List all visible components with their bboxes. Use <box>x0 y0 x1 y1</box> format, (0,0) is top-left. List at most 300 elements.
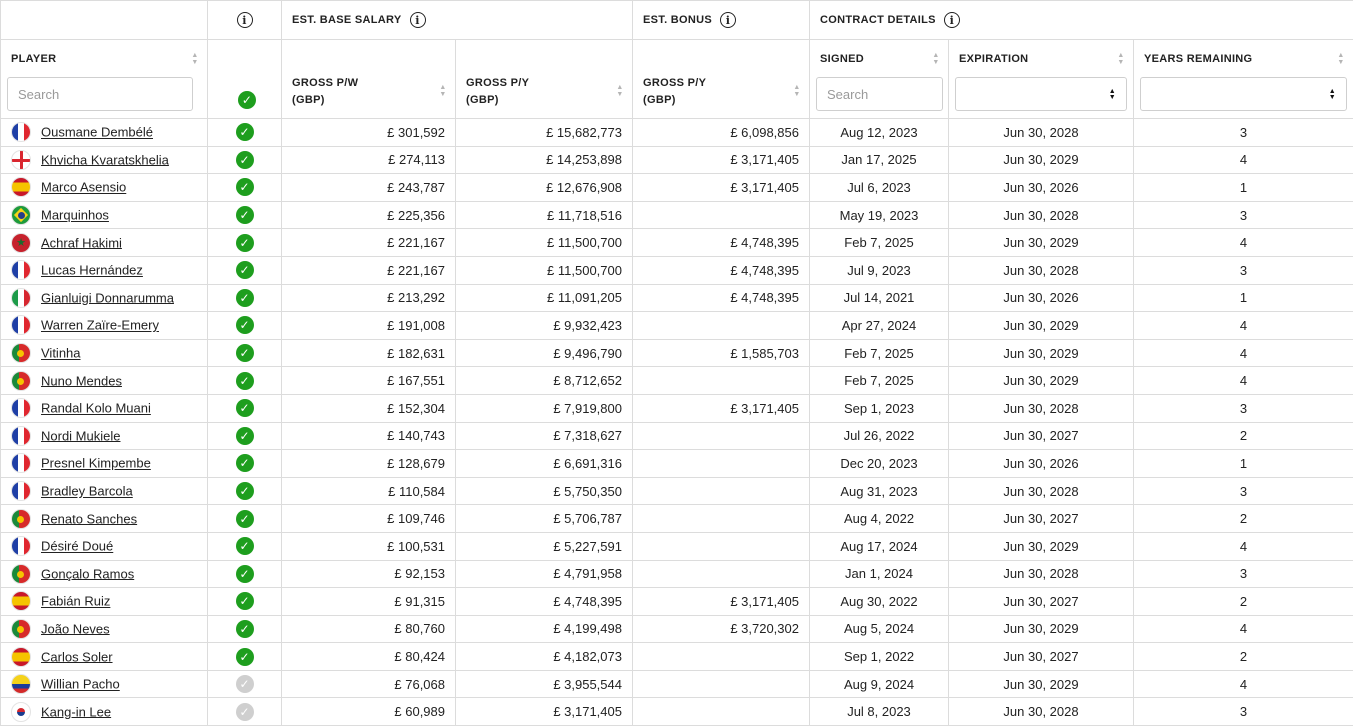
player-cell <box>1 201 208 229</box>
years-remaining-cell: 4 <box>1134 229 1353 257</box>
gross-pw-cell: £ 76,068 <box>282 670 456 698</box>
player-cell <box>1 670 208 698</box>
signed-cell: Aug 5, 2024 <box>810 615 949 643</box>
signed-cell: Jul 8, 2023 <box>810 698 949 726</box>
player-cell <box>1 367 208 395</box>
country-flag-icon <box>11 564 31 584</box>
player-cell <box>1 450 208 478</box>
gross-pw-cell: £ 80,424 <box>282 643 456 671</box>
country-flag-icon <box>11 509 31 529</box>
expiration-cell: Jun 30, 2029 <box>949 312 1134 340</box>
table-row <box>1 312 1353 340</box>
bonus-py-cell <box>633 312 810 340</box>
contract-info-icon[interactable]: i <box>944 12 960 28</box>
group-header-player <box>1 1 208 40</box>
player-cell <box>1 505 208 533</box>
bonus-py-cell <box>633 477 810 505</box>
col-player-label: PLAYER <box>11 51 56 68</box>
bonus-py-cell: £ 3,171,405 <box>633 146 810 174</box>
col-gross-py-label: GROSS P/Y (GBP) <box>466 75 529 109</box>
expiration-cell: Jun 30, 2026 <box>949 450 1134 478</box>
country-flag-icon <box>11 481 31 501</box>
player-cell <box>1 477 208 505</box>
bonus-py-cell: £ 3,171,405 <box>633 174 810 202</box>
player-cell <box>1 560 208 588</box>
table-row <box>1 505 1353 533</box>
status-cell <box>208 201 282 229</box>
country-flag-icon <box>11 674 31 694</box>
player-cell <box>1 284 208 312</box>
status-check-icon: ✓ <box>236 261 254 279</box>
gross-py-cell: £ 11,500,700 <box>456 256 633 284</box>
status-check-icon: ✓ <box>236 703 254 721</box>
status-check-icon: ✓ <box>236 316 254 334</box>
signed-cell: Jan 17, 2025 <box>810 146 949 174</box>
gross-pw-cell: £ 140,743 <box>282 422 456 450</box>
table-row <box>1 339 1353 367</box>
gross-pw-cell: £ 243,787 <box>282 174 456 202</box>
signed-cell: Aug 9, 2024 <box>810 670 949 698</box>
player-cell <box>1 119 208 147</box>
status-check-icon: ✓ <box>236 234 254 252</box>
gross-pw-cell: £ 221,167 <box>282 229 456 257</box>
expiration-cell: Jun 30, 2029 <box>949 229 1134 257</box>
country-flag-icon <box>11 315 31 335</box>
gross-py-cell: £ 14,253,898 <box>456 146 633 174</box>
expiration-cell: Jun 30, 2029 <box>949 367 1134 395</box>
years-remaining-cell: 2 <box>1134 422 1353 450</box>
player-name-link[interactable]: Fabián Ruiz <box>41 594 110 609</box>
gross-pw-cell: £ 128,679 <box>282 450 456 478</box>
bonus-py-cell <box>633 698 810 726</box>
gross-pw-cell: £ 221,167 <box>282 256 456 284</box>
table-body <box>1 119 1353 726</box>
status-check-icon: ✓ <box>236 151 254 169</box>
player-name-link[interactable]: Marco Asensio <box>41 180 126 195</box>
sort-icon[interactable]: ▲ ▼ <box>439 84 447 98</box>
gross-py-cell: £ 7,318,627 <box>456 422 633 450</box>
player-name-link[interactable]: João Neves <box>41 621 110 636</box>
expiration-cell: Jun 30, 2029 <box>949 339 1134 367</box>
expiration-cell: Jun 30, 2027 <box>949 505 1134 533</box>
bonus-py-cell <box>633 450 810 478</box>
column-header-row <box>1 40 1353 119</box>
contract-label: CONTRACT DETAILS <box>820 14 936 26</box>
table-row <box>1 450 1353 478</box>
sort-icon[interactable]: ▲ ▼ <box>1337 52 1345 66</box>
status-check-icon: ✓ <box>236 206 254 224</box>
gross-pw-cell: £ 182,631 <box>282 339 456 367</box>
player-cell <box>1 532 208 560</box>
gross-pw-cell: £ 152,304 <box>282 394 456 422</box>
signed-cell: Jul 9, 2023 <box>810 256 949 284</box>
signed-cell: May 19, 2023 <box>810 201 949 229</box>
gross-pw-cell: £ 92,153 <box>282 560 456 588</box>
country-flag-icon <box>11 591 31 611</box>
signed-search-input[interactable] <box>816 77 943 111</box>
status-cell <box>208 560 282 588</box>
player-cell <box>1 422 208 450</box>
expiration-cell: Jun 30, 2029 <box>949 146 1134 174</box>
bonus-info-icon[interactable]: i <box>720 12 736 28</box>
group-header-status <box>208 1 282 40</box>
signed-cell: Feb 7, 2025 <box>810 367 949 395</box>
country-flag-icon <box>11 288 31 308</box>
bonus-py-cell <box>633 643 810 671</box>
bonus-py-cell: £ 4,748,395 <box>633 256 810 284</box>
status-cell <box>208 146 282 174</box>
gross-pw-cell: £ 225,356 <box>282 201 456 229</box>
status-check-icon: ✓ <box>236 178 254 196</box>
status-cell <box>208 615 282 643</box>
years-remaining-cell: 1 <box>1134 450 1353 478</box>
bonus-py-cell <box>633 532 810 560</box>
years-remaining-select[interactable] <box>1140 77 1347 111</box>
status-cell <box>208 422 282 450</box>
base-salary-label: EST. BASE SALARY <box>292 14 402 26</box>
table-row <box>1 532 1353 560</box>
status-cell <box>208 174 282 202</box>
player-cell <box>1 256 208 284</box>
player-name-link[interactable]: Bradley Barcola <box>41 484 133 499</box>
player-cell <box>1 312 208 340</box>
gross-py-cell: £ 11,500,700 <box>456 229 633 257</box>
expiration-cell: Jun 30, 2029 <box>949 670 1134 698</box>
status-cell <box>208 505 282 533</box>
player-cell <box>1 615 208 643</box>
gross-pw-cell: £ 91,315 <box>282 588 456 616</box>
bonus-py-cell: £ 6,098,856 <box>633 119 810 147</box>
gross-py-cell: £ 12,676,908 <box>456 174 633 202</box>
group-header-row <box>1 1 1353 40</box>
gross-py-cell: £ 4,182,073 <box>456 643 633 671</box>
status-check-icon: ✓ <box>236 427 254 445</box>
table-row <box>1 477 1353 505</box>
status-check-icon: ✓ <box>236 565 254 583</box>
gross-pw-cell: £ 100,531 <box>282 532 456 560</box>
bonus-label: EST. BONUS <box>643 14 712 26</box>
status-check-icon: ✓ <box>236 537 254 555</box>
player-name-link[interactable]: Carlos Soler <box>41 649 113 664</box>
col-gross-py[interactable] <box>456 40 633 119</box>
country-flag-icon <box>11 398 31 418</box>
country-flag-icon <box>11 260 31 280</box>
signed-cell: Feb 7, 2025 <box>810 229 949 257</box>
player-cell <box>1 588 208 616</box>
country-flag-icon <box>11 371 31 391</box>
years-remaining-cell: 2 <box>1134 588 1353 616</box>
bonus-py-cell <box>633 560 810 588</box>
status-cell <box>208 477 282 505</box>
player-cell <box>1 174 208 202</box>
signed-cell: Aug 31, 2023 <box>810 477 949 505</box>
base-salary-info-icon[interactable]: i <box>410 12 426 28</box>
col-signed[interactable] <box>810 40 949 119</box>
col-player[interactable] <box>1 40 208 119</box>
table-row <box>1 146 1353 174</box>
bonus-py-cell: £ 3,720,302 <box>633 615 810 643</box>
signed-cell: Jul 14, 2021 <box>810 284 949 312</box>
table-row <box>1 284 1353 312</box>
country-flag-icon <box>11 150 31 170</box>
years-remaining-cell: 1 <box>1134 174 1353 202</box>
status-cell <box>208 256 282 284</box>
status-check-icon: ✓ <box>236 592 254 610</box>
gross-pw-cell: £ 213,292 <box>282 284 456 312</box>
table-row <box>1 422 1353 450</box>
status-check-icon: ✓ <box>236 675 254 693</box>
signed-cell: Feb 7, 2025 <box>810 339 949 367</box>
col-bonus-py-label: GROSS P/Y (GBP) <box>643 75 706 109</box>
group-header-bonus <box>633 1 810 40</box>
years-remaining-cell: 4 <box>1134 532 1353 560</box>
player-name-link[interactable]: Marquinhos <box>41 208 109 223</box>
signed-cell: Aug 4, 2022 <box>810 505 949 533</box>
expiration-cell: Jun 30, 2027 <box>949 588 1134 616</box>
years-remaining-cell: 3 <box>1134 477 1353 505</box>
gross-py-cell: £ 9,496,790 <box>456 339 633 367</box>
expiration-cell: Jun 30, 2028 <box>949 560 1134 588</box>
gross-pw-cell: £ 80,760 <box>282 615 456 643</box>
country-flag-icon <box>11 619 31 639</box>
col-bonus-py[interactable] <box>633 40 810 119</box>
table-row <box>1 615 1353 643</box>
status-check-icon: ✓ <box>236 620 254 638</box>
gross-py-cell: £ 11,091,205 <box>456 284 633 312</box>
table-row <box>1 256 1353 284</box>
signed-cell: Jul 26, 2022 <box>810 422 949 450</box>
status-cell <box>208 339 282 367</box>
gross-py-cell: £ 9,932,423 <box>456 312 633 340</box>
status-check-icon: ✓ <box>236 510 254 528</box>
bonus-py-cell <box>633 201 810 229</box>
player-search-input[interactable] <box>7 77 193 111</box>
expiration-cell: Jun 30, 2029 <box>949 532 1134 560</box>
country-flag-icon <box>11 233 31 253</box>
years-remaining-cell: 4 <box>1134 367 1353 395</box>
bonus-py-cell <box>633 422 810 450</box>
bonus-py-cell: £ 3,171,405 <box>633 394 810 422</box>
player-name-link[interactable]: Désiré Doué <box>41 539 113 554</box>
signed-cell: Sep 1, 2023 <box>810 394 949 422</box>
sort-icon[interactable]: ▲ ▼ <box>1117 52 1125 66</box>
status-cell <box>208 367 282 395</box>
table-row <box>1 560 1353 588</box>
country-flag-icon <box>11 177 31 197</box>
signed-cell: Aug 12, 2023 <box>810 119 949 147</box>
player-name-link[interactable]: Nuno Mendes <box>41 373 122 388</box>
select-arrows-icon: ▲ ▼ <box>1109 89 1116 101</box>
expiration-cell: Jun 30, 2027 <box>949 422 1134 450</box>
gross-pw-cell: £ 191,008 <box>282 312 456 340</box>
years-remaining-cell: 2 <box>1134 505 1353 533</box>
status-check-icon: ✓ <box>236 399 254 417</box>
status-cell <box>208 394 282 422</box>
gross-py-cell: £ 4,791,958 <box>456 560 633 588</box>
gross-pw-cell: £ 167,551 <box>282 367 456 395</box>
expiration-cell: Jun 30, 2027 <box>949 643 1134 671</box>
signed-cell: Jul 6, 2023 <box>810 174 949 202</box>
player-name-link[interactable]: Presnel Kimpembe <box>41 456 151 471</box>
years-remaining-cell: 3 <box>1134 256 1353 284</box>
player-cell <box>1 339 208 367</box>
group-header-contract <box>810 1 1353 40</box>
table-row <box>1 394 1353 422</box>
col-gross-pw[interactable] <box>282 40 456 119</box>
bonus-py-cell: £ 1,585,703 <box>633 339 810 367</box>
player-name-link[interactable]: Willian Pacho <box>41 677 120 692</box>
col-years-remaining[interactable] <box>1134 40 1353 119</box>
gross-pw-cell: £ 109,746 <box>282 505 456 533</box>
sort-icon[interactable]: ▲ ▼ <box>793 84 801 98</box>
player-name-link[interactable]: Randal Kolo Muani <box>41 401 151 416</box>
gross-py-cell: £ 3,955,544 <box>456 670 633 698</box>
gross-py-cell: £ 7,919,800 <box>456 394 633 422</box>
status-check-icon: ✓ <box>236 372 254 390</box>
player-name-link[interactable]: Vitinha <box>41 346 81 361</box>
bonus-py-cell <box>633 670 810 698</box>
expiration-cell: Jun 30, 2028 <box>949 698 1134 726</box>
years-remaining-cell: 4 <box>1134 312 1353 340</box>
expiration-cell: Jun 30, 2026 <box>949 284 1134 312</box>
gross-pw-cell: £ 301,592 <box>282 119 456 147</box>
status-cell <box>208 450 282 478</box>
signed-cell: Sep 1, 2022 <box>810 643 949 671</box>
bonus-py-cell: £ 4,748,395 <box>633 284 810 312</box>
status-filter-check-icon[interactable]: ✓ <box>238 91 256 109</box>
country-flag-icon <box>11 702 31 722</box>
expiration-cell: Jun 30, 2028 <box>949 394 1134 422</box>
gross-py-cell: £ 5,750,350 <box>456 477 633 505</box>
player-name-link[interactable]: Warren Zaïre-Emery <box>41 318 159 333</box>
player-cell <box>1 394 208 422</box>
expiration-cell: Jun 30, 2028 <box>949 119 1134 147</box>
table-row <box>1 670 1353 698</box>
country-flag-icon <box>11 453 31 473</box>
status-check-icon: ✓ <box>236 482 254 500</box>
status-check-icon: ✓ <box>236 123 254 141</box>
gross-py-cell: £ 4,199,498 <box>456 615 633 643</box>
status-cell <box>208 643 282 671</box>
status-cell <box>208 312 282 340</box>
country-flag-icon <box>11 536 31 556</box>
player-name-link[interactable]: Lucas Hernández <box>41 263 143 278</box>
status-info-icon[interactable]: i <box>237 12 253 28</box>
player-name-link[interactable]: Achraf Hakimi <box>41 235 122 250</box>
signed-cell: Dec 20, 2023 <box>810 450 949 478</box>
expiration-cell: Jun 30, 2028 <box>949 477 1134 505</box>
years-remaining-cell: 1 <box>1134 284 1353 312</box>
expiration-cell: Jun 30, 2029 <box>949 615 1134 643</box>
col-gross-pw-label: GROSS P/W (GBP) <box>292 75 358 109</box>
table-row <box>1 588 1353 616</box>
country-flag-icon <box>11 122 31 142</box>
years-remaining-cell: 3 <box>1134 560 1353 588</box>
sort-icon[interactable]: ▲ ▼ <box>932 52 940 66</box>
country-flag-icon <box>11 426 31 446</box>
gross-py-cell: £ 5,706,787 <box>456 505 633 533</box>
gross-pw-cell: £ 60,989 <box>282 698 456 726</box>
signed-cell: Aug 17, 2024 <box>810 532 949 560</box>
player-cell <box>1 643 208 671</box>
player-cell <box>1 229 208 257</box>
player-name-link[interactable]: Renato Sanches <box>41 511 137 526</box>
status-cell <box>208 588 282 616</box>
years-remaining-cell: 3 <box>1134 698 1353 726</box>
signed-cell: Apr 27, 2024 <box>810 312 949 340</box>
status-check-icon: ✓ <box>236 454 254 472</box>
col-expiration[interactable] <box>949 40 1134 119</box>
bonus-py-cell <box>633 367 810 395</box>
status-check-icon: ✓ <box>236 344 254 362</box>
player-cell <box>1 146 208 174</box>
expiration-cell: Jun 30, 2028 <box>949 201 1134 229</box>
years-remaining-cell: 2 <box>1134 643 1353 671</box>
status-cell <box>208 698 282 726</box>
table-row <box>1 174 1353 202</box>
gross-py-cell: £ 8,712,652 <box>456 367 633 395</box>
status-cell <box>208 670 282 698</box>
gross-py-cell: £ 6,691,316 <box>456 450 633 478</box>
table-row <box>1 698 1353 726</box>
status-check-icon: ✓ <box>236 289 254 307</box>
table-row <box>1 201 1353 229</box>
country-flag-icon <box>11 647 31 667</box>
years-remaining-cell: 3 <box>1134 201 1353 229</box>
bonus-py-cell: £ 3,171,405 <box>633 588 810 616</box>
player-name-link[interactable]: Nordi Mukiele <box>41 428 120 443</box>
years-remaining-cell: 3 <box>1134 119 1353 147</box>
gross-py-cell: £ 4,748,395 <box>456 588 633 616</box>
sort-icon[interactable]: ▲ ▼ <box>616 84 624 98</box>
col-status <box>208 40 282 119</box>
player-name-link[interactable]: Gianluigi Donnarumma <box>41 290 174 305</box>
gross-pw-cell: £ 110,584 <box>282 477 456 505</box>
table-row <box>1 229 1353 257</box>
col-signed-label: SIGNED <box>820 51 864 68</box>
gross-pw-cell: £ 274,113 <box>282 146 456 174</box>
player-name-link[interactable]: Gonçalo Ramos <box>41 566 134 581</box>
expiration-cell: Jun 30, 2028 <box>949 256 1134 284</box>
status-cell <box>208 532 282 560</box>
expiration-cell: Jun 30, 2026 <box>949 174 1134 202</box>
bonus-py-cell: £ 4,748,395 <box>633 229 810 257</box>
years-remaining-cell: 4 <box>1134 615 1353 643</box>
country-flag-icon <box>11 343 31 363</box>
player-name-link[interactable]: Ousmane Dembélé <box>41 125 153 140</box>
table-row <box>1 643 1353 671</box>
status-cell <box>208 229 282 257</box>
status-cell <box>208 284 282 312</box>
years-remaining-cell: 4 <box>1134 146 1353 174</box>
expiration-select[interactable] <box>955 77 1127 111</box>
player-cell <box>1 698 208 726</box>
player-name-link[interactable]: Kang-in Lee <box>41 704 111 719</box>
gross-py-cell: £ 11,718,516 <box>456 201 633 229</box>
bonus-py-cell <box>633 505 810 533</box>
signed-cell: Aug 30, 2022 <box>810 588 949 616</box>
sort-icon[interactable]: ▲ ▼ <box>191 52 199 66</box>
gross-py-cell: £ 5,227,591 <box>456 532 633 560</box>
signed-cell: Jan 1, 2024 <box>810 560 949 588</box>
col-expiration-label: EXPIRATION <box>959 51 1028 68</box>
table-row <box>1 119 1353 147</box>
col-years-remaining-label: YEARS REMAINING <box>1144 51 1252 68</box>
player-name-link[interactable]: Khvicha Kvaratskhelia <box>41 152 169 167</box>
group-header-base-salary <box>282 1 633 40</box>
select-arrows-icon: ▲ ▼ <box>1329 89 1336 101</box>
country-flag-icon <box>11 205 31 225</box>
